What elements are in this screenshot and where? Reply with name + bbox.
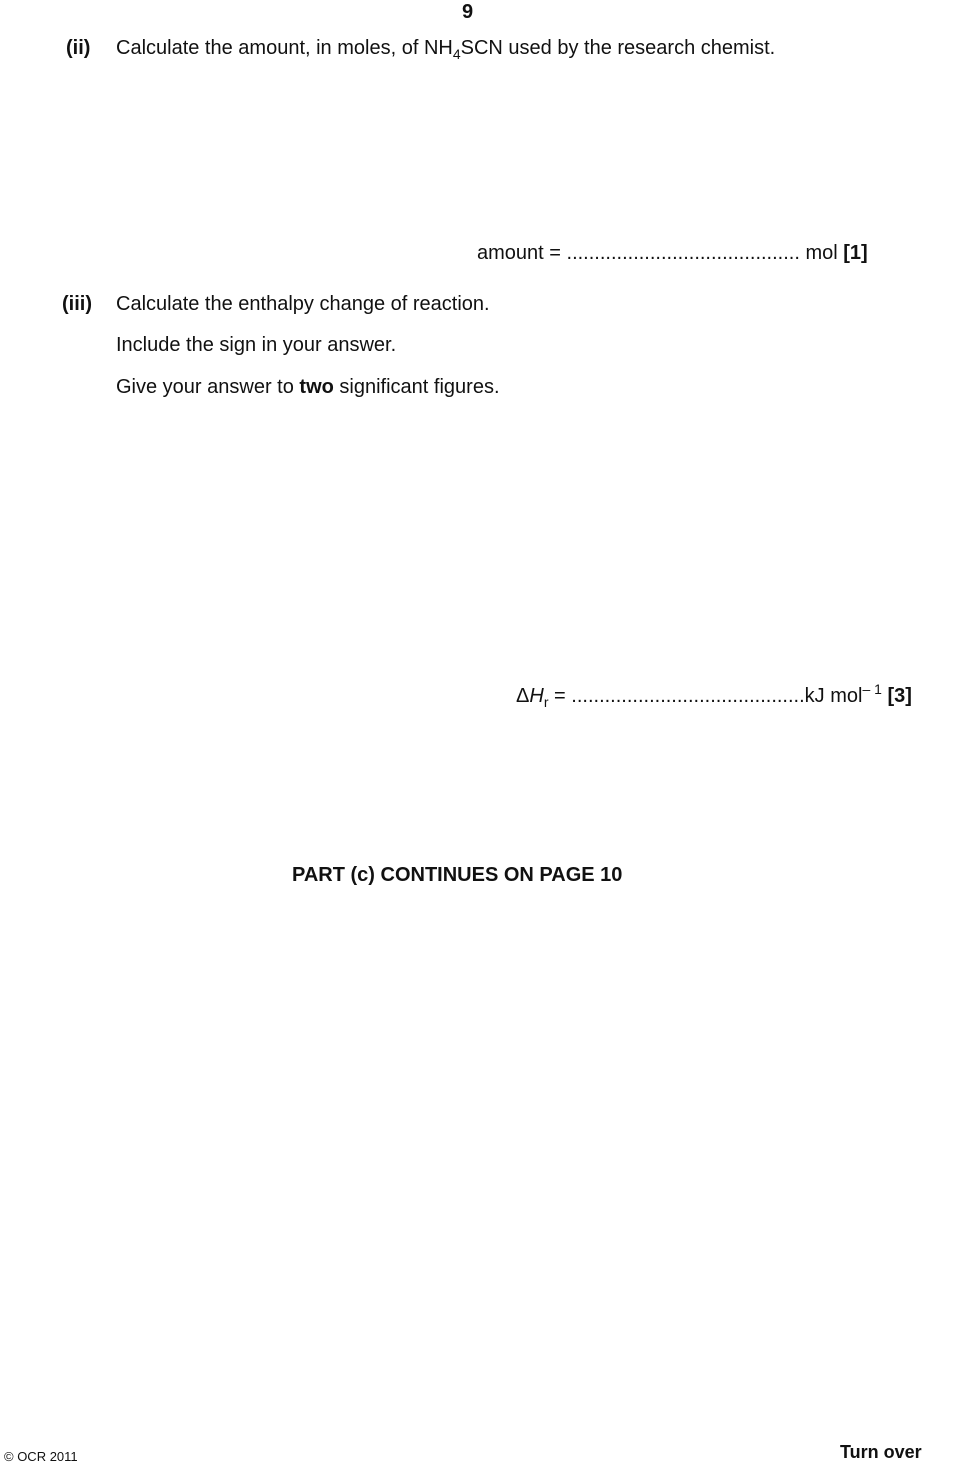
answer-ii-unit: mol	[799, 242, 844, 264]
answer-iii-equals: =	[548, 685, 572, 707]
question-iii-line-3-bold: two	[299, 376, 334, 398]
footer-turn-over: Turn over	[840, 1442, 922, 1462]
answer-iii-unit: kJ mol	[804, 685, 863, 707]
question-iii-label: (iii)	[62, 293, 92, 315]
footer-copyright: © OCR 2011	[4, 1449, 78, 1464]
question-iii-line-3-before: Give your answer to	[116, 376, 300, 398]
answer-iii-symbol: H	[529, 685, 544, 707]
answer-ii-dots[interactable]: ..........................................	[566, 242, 800, 264]
question-iii-line-2: Include the sign in your answer.	[116, 334, 397, 356]
question-ii-answer-line	[477, 241, 868, 265]
question-iii-line-1: Calculate the enthalpy change of reaction.	[116, 293, 490, 315]
answer-iii-dots[interactable]: ..........................................	[571, 685, 805, 707]
question-ii-label: (ii)	[66, 37, 91, 59]
question-iii-line-3	[116, 375, 500, 399]
answer-ii-marks: [1]	[843, 242, 868, 264]
answer-ii-prefix: amount =	[477, 242, 567, 264]
page-number: 9	[462, 1, 474, 23]
answer-iii-delta: Δ	[516, 685, 530, 707]
answer-iii-subscript: r	[543, 694, 549, 710]
question-ii-text	[116, 36, 775, 60]
question-ii-subscript: 4	[452, 46, 461, 62]
continuation-note: PART (c) CONTINUES ON PAGE 10	[292, 864, 623, 886]
question-iii-line-3-after: significant figures.	[333, 376, 500, 398]
question-ii-text-before: Calculate the amount, in moles, of NH	[116, 37, 453, 59]
question-iii-answer-line	[516, 681, 912, 710]
answer-iii-unit-sup: – 1	[862, 681, 882, 697]
question-ii-text-after: SCN used by the research chemist.	[460, 37, 776, 59]
answer-iii-marks: [3]	[887, 685, 912, 707]
